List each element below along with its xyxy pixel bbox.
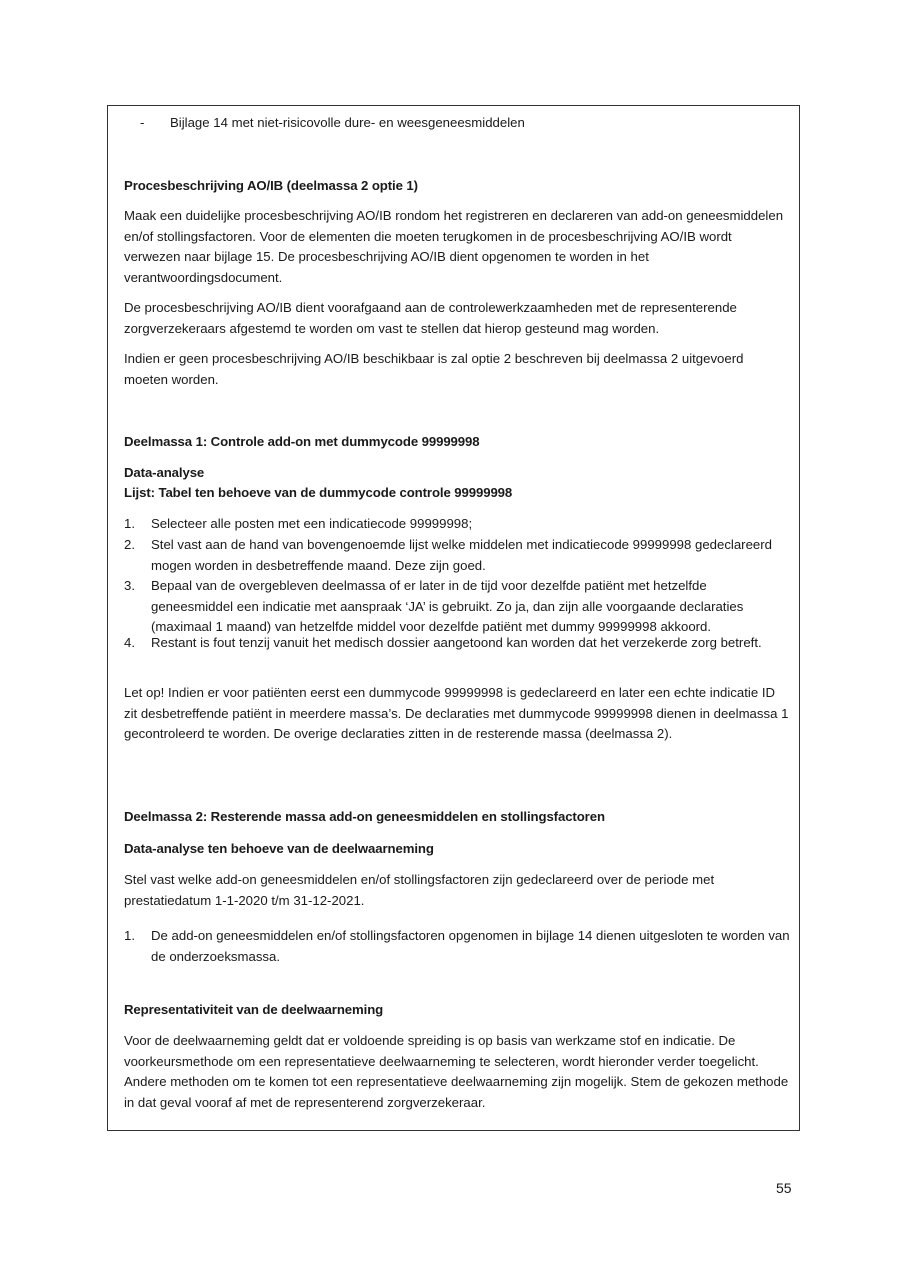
numbered-item bbox=[124, 633, 790, 654]
bullet-text: Bijlage 14 met niet-risicovolle dure- en weesgeneesmiddelen bbox=[170, 115, 525, 130]
item-text: Bepaal van de overgebleven deelmassa of er later in de tijd voor dezelfde patiënt met hetzelfde geneesmiddel een indicatie met aanspraak ‘JA’ is gebruikt. Zo ja, dan zijn alle voorgaande declaraties (maximaal 1 maand) van hetzelfde middel voor dezelfde patiënt met dummy 99999998 akkoord. bbox=[151, 578, 744, 635]
numbered-item bbox=[124, 514, 790, 535]
subheading-deelwaarneming: Data-analyse ten behoeve van de deelwaarneming bbox=[124, 841, 434, 856]
item-text: Selecteer alle posten met een indicatiecode 99999998; bbox=[151, 516, 473, 531]
paragraph: Indien er geen procesbeschrijving AO/IB beschikbaar is zal optie 2 beschreven bij deelmassa 2 uitgevoerd moeten worden. bbox=[124, 351, 744, 387]
item-text: De add-on geneesmiddelen en/of stollingsfactoren opgenomen in bijlage 14 dienen uitgesloten te worden van de onderzoeksmassa. bbox=[151, 928, 790, 964]
section-heading-procesbeschrijving: Procesbeschrijving AO/IB (deelmassa 2 optie 1) bbox=[124, 178, 418, 193]
numbered-item bbox=[124, 926, 790, 967]
item-number: 3. bbox=[124, 578, 135, 593]
page-number: 55 bbox=[776, 1180, 792, 1196]
bullet-item bbox=[140, 113, 525, 133]
item-text: Stel vast aan de hand van bovengenoemde lijst welke middelen met indicatiecode 99999998 gedeclareerd mogen worden in desbetreffende maand. Deze zijn goed. bbox=[151, 537, 772, 573]
paragraph: De procesbeschrijving AO/IB dient voorafgaand aan de controlewerkzaamheden met de representerende zorgverzekeraars afgestemd te worden om vast te stellen dat hierop gesteund mag worden. bbox=[124, 300, 737, 336]
item-number: 2. bbox=[124, 537, 135, 552]
subheading-data-analyse: Data-analyse bbox=[124, 465, 205, 480]
bullet-marker: - bbox=[140, 115, 145, 130]
numbered-item bbox=[124, 535, 790, 576]
note-paragraph: Let op! Indien er voor patiënten eerst een dummycode 99999998 is gedeclareerd en later een echte indicatie ID zit desbetreffende patiënt in meerdere massa’s. De declaraties met dummycode 99999998 dienen in deelmassa 1 gecontroleerd te worden. De overige declaraties zitten in de resterende massa (deelmassa 2). bbox=[124, 685, 789, 742]
item-number: 1. bbox=[124, 516, 135, 531]
section-heading-representativiteit: Representativiteit van de deelwaarneming bbox=[124, 1002, 384, 1017]
section-heading-deelmassa1: Deelmassa 1: Controle add-on met dummycode 99999998 bbox=[124, 434, 480, 449]
list-title: Lijst: Tabel ten behoeve van de dummycode controle 99999998 bbox=[124, 485, 513, 500]
item-number: 4. bbox=[124, 635, 135, 650]
item-number: 1. bbox=[124, 928, 135, 943]
paragraph: Maak een duidelijke procesbeschrijving AO/IB rondom het registreren en declareren van add-on geneesmiddelen en/of stollingsfactoren. Voor de elementen die moeten terugkomen in de procesbeschrijving AO/IB wordt verwezen naar bijlage 15. De procesbeschrijving AO/IB dient opgenomen te worden in het verantwoordingsdocument. bbox=[124, 208, 784, 285]
item-text: Restant is fout tenzij vanuit het medisch dossier aangetoond kan worden dat het verzekerde zorg betreft. bbox=[151, 635, 762, 650]
section-heading-deelmassa2: Deelmassa 2: Resterende massa add-on geneesmiddelen en stollingsfactoren bbox=[124, 809, 605, 824]
paragraph: Stel vast welke add-on geneesmiddelen en/of stollingsfactoren zijn gedeclareerd over de periode met prestatiedatum 1-1-2020 t/m 31-12-2021. bbox=[124, 872, 715, 908]
paragraph: Voor de deelwaarneming geldt dat er voldoende spreiding is op basis van werkzame stof en indicatie. De voorkeursmethode om een representatieve deelwaarneming te selecteren, wordt hieronder verder toegelicht. Andere methoden om te komen tot een representatieve deelwaarneming zijn mogelijk. Stem de gekozen methode in dat geval vooraf af met de representerend zorgverzekeraar. bbox=[124, 1033, 789, 1110]
numbered-item bbox=[124, 576, 790, 638]
